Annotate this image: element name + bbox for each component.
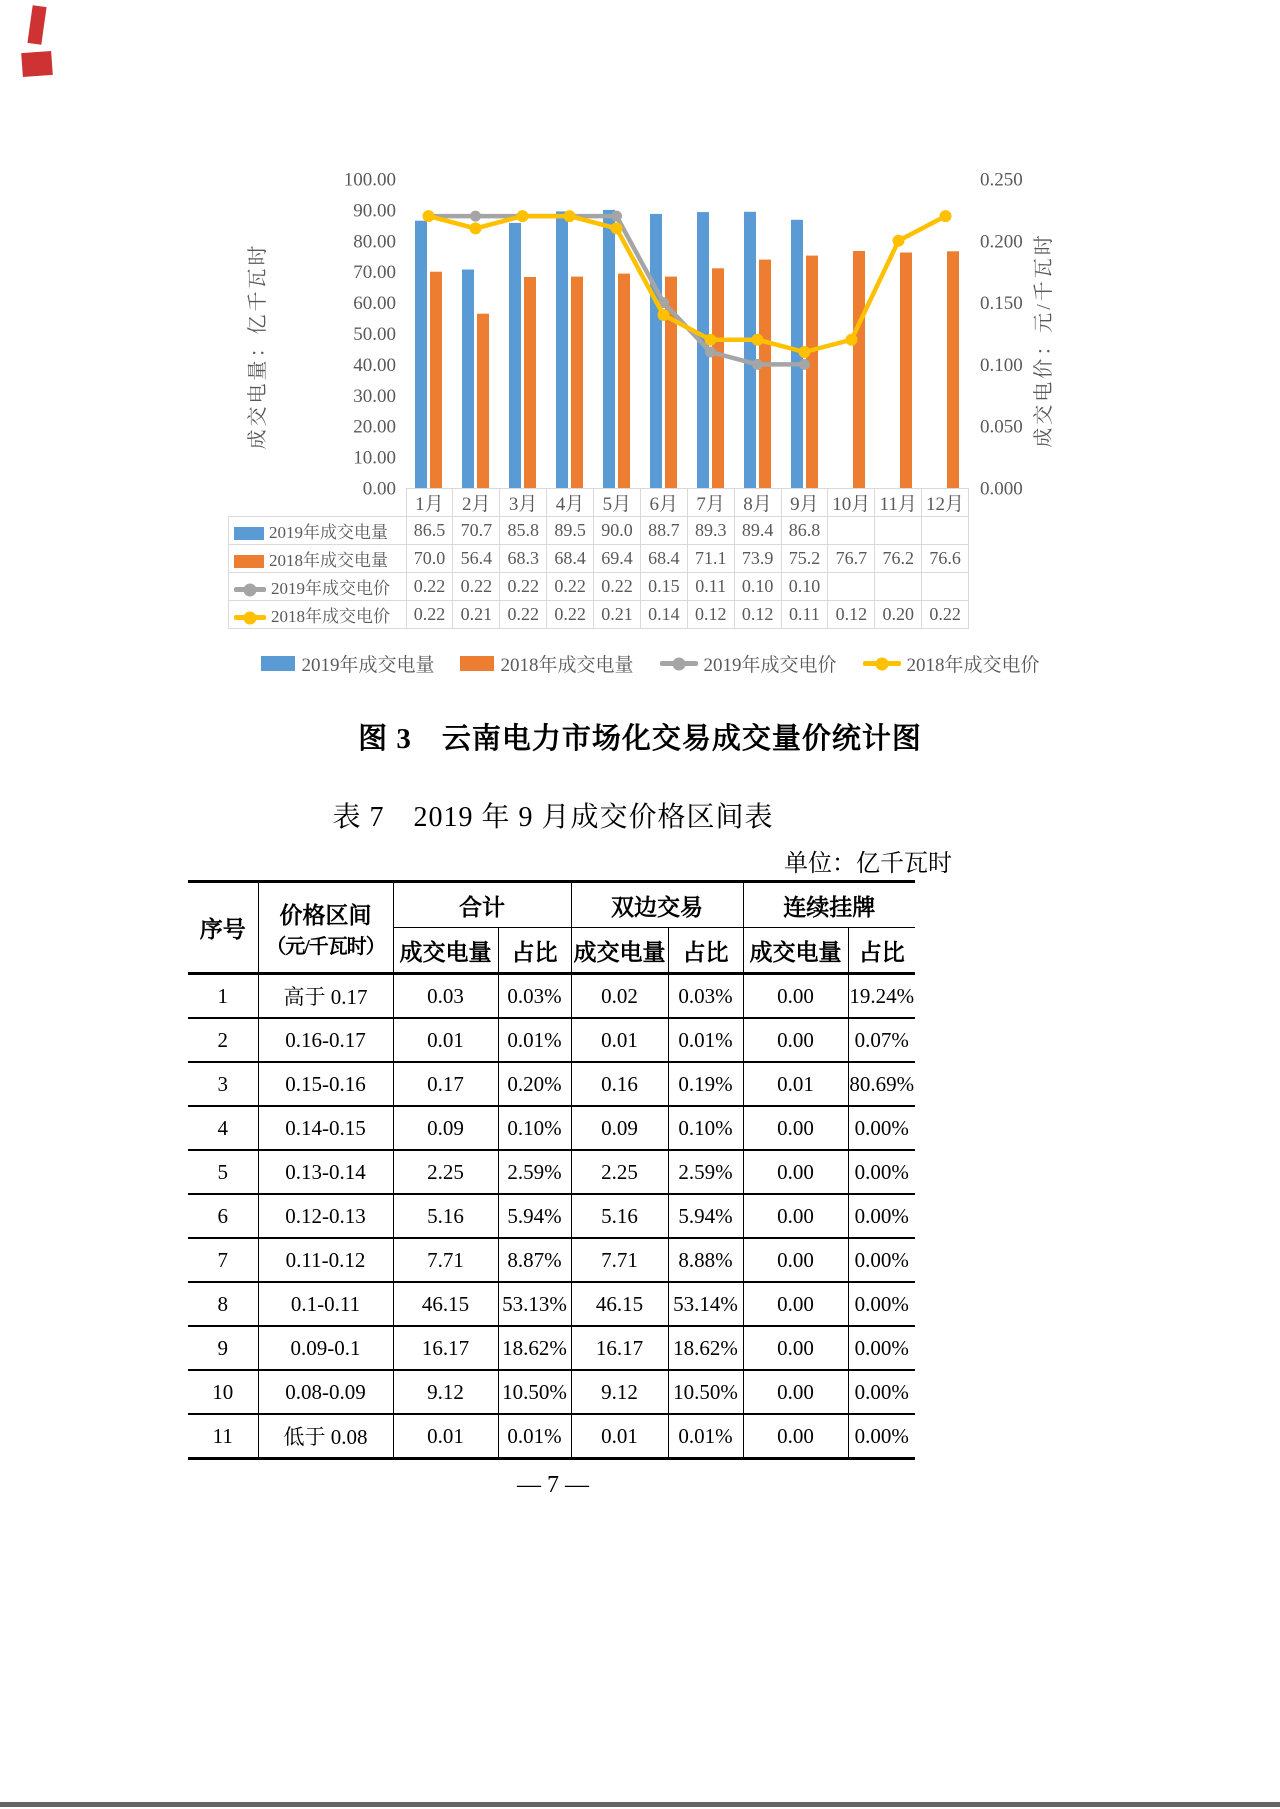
marker-2018年成交电价	[705, 334, 717, 346]
series-value-cell: 0.11	[781, 601, 828, 629]
series-row	[229, 573, 969, 601]
series-value-cell: 73.9	[734, 545, 781, 573]
cell-seq: 11	[188, 1414, 258, 1459]
unit-note: 单位：亿千瓦时	[784, 851, 952, 877]
series-value-cell: 69.4	[594, 545, 641, 573]
legend-swatch-bar	[460, 656, 494, 671]
bar-2018年成交电量	[571, 277, 583, 488]
cell-price-range: 0.15-0.16	[258, 1062, 393, 1106]
cell-bilateral-share: 0.01%	[668, 1414, 743, 1459]
price-table-row	[188, 1106, 915, 1150]
cell-listing-share: 0.00%	[848, 1106, 915, 1150]
cell-seq: 8	[188, 1282, 258, 1326]
marker-2018年成交电价	[846, 334, 858, 346]
marker-2018年成交电价	[517, 210, 529, 222]
cell-price-range: 0.1-0.11	[258, 1282, 393, 1326]
right-axis-tick: 0.150	[980, 293, 1023, 315]
cell-listing-volume: 0.00	[743, 1106, 848, 1150]
marker-2018年成交电价	[799, 346, 811, 358]
legend-swatch-line	[234, 587, 266, 592]
series-value-cell: 88.7	[640, 517, 687, 545]
series-value-cell: 86.5	[406, 517, 453, 545]
cell-total-volume: 7.71	[393, 1238, 498, 1282]
marker-2019年成交电价	[799, 359, 810, 370]
price-table-row	[188, 1326, 915, 1370]
series-value-cell: 0.22	[547, 601, 594, 629]
red-stamp-artifact	[21, 51, 53, 77]
cell-price-range: 0.14-0.15	[258, 1106, 393, 1150]
series-value-cell: 0.22	[500, 601, 547, 629]
cell-listing-share: 0.00%	[848, 1282, 915, 1326]
cell-price-range: 高于 0.17	[258, 974, 393, 1019]
series-value-cell: 0.11	[687, 573, 734, 601]
cell-bilateral-volume: 0.01	[571, 1414, 668, 1459]
series-value-cell: 0.12	[828, 601, 875, 629]
month-label: 11月	[875, 489, 922, 517]
series-value-cell: 0.22	[500, 573, 547, 601]
bar-2018年成交电量	[430, 272, 442, 488]
series-value-cell: 0.22	[406, 573, 453, 601]
series-value-cell: 90.0	[594, 517, 641, 545]
series-value-cell: 0.21	[453, 601, 500, 629]
corner-cell	[229, 489, 407, 517]
cell-listing-volume: 0.00	[743, 1326, 848, 1370]
chart-data-table	[228, 488, 969, 629]
cell-listing-share: 0.00%	[848, 1326, 915, 1370]
bar-2019年成交电量	[744, 212, 756, 488]
series-name: 2018年成交电量	[269, 551, 388, 570]
bar-2018年成交电量	[477, 314, 489, 488]
month-label: 5月	[594, 489, 641, 517]
cell-total-share: 2.59%	[498, 1150, 571, 1194]
bar-2019年成交电量	[462, 270, 474, 489]
price-table-row	[188, 1062, 915, 1106]
cell-listing-volume: 0.00	[743, 1414, 848, 1459]
cell-listing-share: 0.00%	[848, 1370, 915, 1414]
marker-2018年成交电价	[752, 334, 764, 346]
marker-2018年成交电价	[658, 309, 670, 321]
cell-bilateral-volume: 0.01	[571, 1018, 668, 1062]
month-label: 6月	[640, 489, 687, 517]
header-group-listing: 连续挂牌	[743, 882, 915, 928]
legend-swatch-bar	[261, 656, 295, 671]
header-price-range	[258, 882, 393, 974]
header-group-bilateral: 双边交易	[571, 882, 743, 928]
cell-listing-share: 0.00%	[848, 1414, 915, 1459]
series-value-cell: 0.10	[734, 573, 781, 601]
series-value-cell: 0.22	[922, 601, 969, 629]
cell-listing-volume: 0.00	[743, 1370, 848, 1414]
bar-2018年成交电量	[806, 256, 818, 488]
cell-listing-volume: 0.00	[743, 1150, 848, 1194]
series-value-cell: 0.22	[547, 573, 594, 601]
month-label: 3月	[500, 489, 547, 517]
cell-seq: 6	[188, 1194, 258, 1238]
series-value-cell: 89.4	[734, 517, 781, 545]
series-value-cell: 68.4	[547, 545, 594, 573]
cell-price-range: 0.08-0.09	[258, 1370, 393, 1414]
legend-swatch-bar	[234, 527, 264, 540]
bar-2019年成交电量	[509, 223, 521, 488]
header-price-range-line2: （元/千瓦时）	[266, 935, 385, 958]
series-row	[229, 601, 969, 629]
cell-total-volume: 5.16	[393, 1194, 498, 1238]
left-axis-tick: 80.00	[353, 231, 396, 253]
cell-bilateral-volume: 5.16	[571, 1194, 668, 1238]
marker-2019年成交电价	[611, 211, 622, 222]
legend-swatch-bar	[234, 555, 264, 568]
series-key	[229, 601, 407, 629]
month-label: 4月	[547, 489, 594, 517]
series-key	[229, 573, 407, 601]
series-value-cell: 89.3	[687, 517, 734, 545]
price-table-row	[188, 1150, 915, 1194]
cell-listing-share: 0.00%	[848, 1194, 915, 1238]
left-axis-tick: 40.00	[353, 354, 396, 376]
marker-2018年成交电价	[940, 210, 952, 222]
cell-price-range: 0.16-0.17	[258, 1018, 393, 1062]
left-axis-tick: 20.00	[353, 416, 396, 438]
cell-total-volume: 46.15	[393, 1282, 498, 1326]
legend-item	[660, 650, 837, 677]
bar-2019年成交电量	[556, 211, 568, 488]
cell-bilateral-share: 8.88%	[668, 1238, 743, 1282]
cell-total-share: 5.94%	[498, 1194, 571, 1238]
legend-item	[261, 650, 434, 677]
series-value-cell: 0.12	[734, 601, 781, 629]
month-label: 10月	[828, 489, 875, 517]
cell-bilateral-share: 53.14%	[668, 1282, 743, 1326]
cell-seq: 1	[188, 974, 258, 1019]
series-value-cell: 71.1	[687, 545, 734, 573]
left-axis-tick: 70.00	[353, 262, 396, 284]
cell-total-share: 0.01%	[498, 1414, 571, 1459]
series-value-cell: 85.8	[500, 517, 547, 545]
series-row	[229, 545, 969, 573]
header-seq: 序号	[188, 882, 258, 974]
right-axis-tick: 0.250	[980, 169, 1023, 191]
bar-2018年成交电量	[524, 277, 536, 488]
series-key	[229, 517, 407, 545]
month-label: 12月	[922, 489, 969, 517]
cell-total-share: 10.50%	[498, 1370, 571, 1414]
series-value-cell	[875, 517, 922, 545]
series-value-cell: 68.4	[640, 545, 687, 573]
price-range-table	[188, 880, 915, 1460]
marker-2018年成交电价	[470, 222, 482, 234]
cell-seq: 3	[188, 1062, 258, 1106]
month-label: 9月	[781, 489, 828, 517]
cell-seq: 10	[188, 1370, 258, 1414]
price-table-row	[188, 1282, 915, 1326]
bar-2019年成交电量	[603, 210, 615, 488]
cell-bilateral-volume: 7.71	[571, 1238, 668, 1282]
price-table-row	[188, 1018, 915, 1062]
series-value-cell: 0.22	[594, 573, 641, 601]
header-total-volume: 成交电量	[393, 928, 498, 974]
cell-price-range: 0.12-0.13	[258, 1194, 393, 1238]
cell-total-share: 53.13%	[498, 1282, 571, 1326]
left-axis-tick: 60.00	[353, 293, 396, 315]
series-value-cell: 76.2	[875, 545, 922, 573]
cell-total-volume: 0.09	[393, 1106, 498, 1150]
figure-caption: 图 3 云南电力市场化交易成交量价统计图	[358, 723, 922, 755]
bar-2018年成交电量	[759, 260, 771, 488]
volume-price-combo-chart	[228, 148, 1073, 500]
left-axis-tick: 0.00	[362, 478, 396, 500]
bar-2018年成交电量	[900, 253, 912, 489]
cell-total-volume: 0.03	[393, 974, 498, 1019]
price-table-row	[188, 1194, 915, 1238]
cell-total-volume: 0.01	[393, 1018, 498, 1062]
cell-price-range: 0.09-0.1	[258, 1326, 393, 1370]
cell-total-volume: 0.17	[393, 1062, 498, 1106]
marker-2019年成交电价	[470, 211, 481, 222]
price-table-row	[188, 1238, 915, 1282]
cell-total-share: 0.03%	[498, 974, 571, 1019]
series-value-cell: 0.10	[781, 573, 828, 601]
cell-listing-share: 0.00%	[848, 1150, 915, 1194]
header-listing-volume: 成交电量	[743, 928, 848, 974]
legend-label: 2018年成交电价	[906, 655, 1040, 676]
cell-total-share: 18.62%	[498, 1326, 571, 1370]
right-axis-title: 成交电价：元/千瓦时	[1033, 232, 1055, 448]
series-value-cell: 0.21	[594, 601, 641, 629]
cell-bilateral-volume: 46.15	[571, 1282, 668, 1326]
cell-bilateral-share: 0.03%	[668, 974, 743, 1019]
left-axis-tick: 10.00	[353, 447, 396, 469]
bar-2018年成交电量	[853, 251, 865, 488]
cell-listing-volume: 0.01	[743, 1062, 848, 1106]
cell-bilateral-volume: 0.16	[571, 1062, 668, 1106]
cell-listing-share: 19.24%	[848, 974, 915, 1019]
cell-total-volume: 2.25	[393, 1150, 498, 1194]
cell-seq: 7	[188, 1238, 258, 1282]
series-value-cell: 56.4	[453, 545, 500, 573]
series-name: 2019年成交电量	[269, 523, 388, 542]
header-group-total: 合计	[393, 882, 571, 928]
legend-swatch-line	[234, 615, 266, 620]
cell-total-volume: 0.01	[393, 1414, 498, 1459]
cell-seq: 4	[188, 1106, 258, 1150]
month-header-row	[229, 489, 969, 517]
series-value-cell	[875, 573, 922, 601]
legend-item	[460, 650, 633, 677]
month-label: 2月	[453, 489, 500, 517]
series-value-cell	[922, 573, 969, 601]
cell-price-range: 0.13-0.14	[258, 1150, 393, 1194]
bar-2018年成交电量	[947, 251, 959, 488]
table-header-row-groups	[188, 882, 915, 928]
header-bilateral-volume: 成交电量	[571, 928, 668, 974]
series-value-cell: 0.12	[687, 601, 734, 629]
cell-bilateral-volume: 9.12	[571, 1370, 668, 1414]
legend-swatch-line	[660, 661, 698, 666]
cell-listing-share: 0.07%	[848, 1018, 915, 1062]
series-value-cell	[828, 517, 875, 545]
header-total-share: 占比	[498, 928, 571, 974]
header-price-range-line1: 价格区间	[279, 902, 372, 928]
cell-price-range: 低于 0.08	[258, 1414, 393, 1459]
cell-seq: 2	[188, 1018, 258, 1062]
cell-total-share: 0.10%	[498, 1106, 571, 1150]
legend-label: 2019年成交电量	[301, 655, 435, 676]
cell-bilateral-share: 18.62%	[668, 1326, 743, 1370]
red-stamp-artifact	[27, 5, 46, 45]
series-name: 2019年成交电价	[271, 579, 390, 598]
legend-label: 2018年成交电量	[500, 655, 634, 676]
series-value-cell: 0.15	[640, 573, 687, 601]
cell-total-share: 8.87%	[498, 1238, 571, 1282]
series-name: 2018年成交电价	[271, 607, 390, 626]
series-value-cell: 86.8	[781, 517, 828, 545]
left-axis-tick: 50.00	[353, 324, 396, 345]
series-value-cell: 76.7	[828, 545, 875, 573]
chart-legend	[228, 650, 1073, 677]
series-value-cell: 68.3	[500, 545, 547, 573]
cell-bilateral-share: 0.10%	[668, 1106, 743, 1150]
table-caption: 表 7 2019 年 9 月成交价格区间表	[332, 802, 774, 833]
cell-bilateral-share: 10.50%	[668, 1370, 743, 1414]
series-value-cell: 0.22	[406, 601, 453, 629]
series-value-cell	[922, 517, 969, 545]
legend-label: 2019年成交电价	[703, 655, 837, 676]
series-value-cell: 0.14	[640, 601, 687, 629]
right-axis-tick: 0.100	[980, 354, 1023, 376]
header-bilateral-share: 占比	[668, 928, 743, 974]
cell-bilateral-share: 0.19%	[668, 1062, 743, 1106]
series-value-cell: 70.7	[453, 517, 500, 545]
cell-bilateral-volume: 0.09	[571, 1106, 668, 1150]
series-value-cell: 75.2	[781, 545, 828, 573]
series-key	[229, 545, 407, 573]
marker-2019年成交电价	[705, 347, 716, 358]
series-value-cell: 0.22	[453, 573, 500, 601]
marker-2019年成交电价	[752, 359, 763, 370]
cell-listing-share: 80.69%	[848, 1062, 915, 1106]
bar-2019年成交电量	[415, 221, 427, 488]
cell-price-range: 0.11-0.12	[258, 1238, 393, 1282]
bar-2019年成交电量	[650, 214, 662, 488]
cell-seq: 5	[188, 1150, 258, 1194]
marker-2018年成交电价	[423, 210, 435, 222]
cell-bilateral-volume: 2.25	[571, 1150, 668, 1194]
legend-swatch-line	[863, 661, 901, 666]
left-axis-tick: 100.00	[343, 169, 396, 191]
series-value-cell: 70.0	[406, 545, 453, 573]
bar-2018年成交电量	[618, 274, 630, 488]
left-axis-title: 成交电量：亿千瓦时	[247, 242, 269, 450]
cell-total-share: 0.01%	[498, 1018, 571, 1062]
cell-bilateral-share: 5.94%	[668, 1194, 743, 1238]
cell-listing-volume: 0.00	[743, 1194, 848, 1238]
cell-listing-volume: 0.00	[743, 1238, 848, 1282]
month-label: 1月	[406, 489, 453, 517]
price-table-row	[188, 974, 915, 1019]
legend-item	[863, 650, 1040, 677]
right-axis-tick: 0.200	[980, 231, 1023, 253]
series-value-cell	[828, 573, 875, 601]
cell-bilateral-volume: 0.02	[571, 974, 668, 1019]
price-table-row	[188, 1414, 915, 1459]
scan-edge-line	[0, 1802, 1280, 1807]
cell-listing-volume: 0.00	[743, 1282, 848, 1326]
cell-total-share: 0.20%	[498, 1062, 571, 1106]
cell-listing-volume: 0.00	[743, 1018, 848, 1062]
marker-2018年成交电价	[564, 210, 576, 222]
line-2018年成交电价	[429, 216, 946, 352]
left-axis-tick: 90.00	[353, 200, 396, 222]
month-label: 8月	[734, 489, 781, 517]
series-value-cell: 0.20	[875, 601, 922, 629]
cell-total-volume: 16.17	[393, 1326, 498, 1370]
series-row	[229, 517, 969, 545]
bar-2018年成交电量	[712, 268, 724, 488]
cell-bilateral-share: 2.59%	[668, 1150, 743, 1194]
series-value-cell: 76.6	[922, 545, 969, 573]
left-axis-tick: 30.00	[353, 385, 396, 407]
cell-seq: 9	[188, 1326, 258, 1370]
right-axis-tick: 0.000	[980, 478, 1023, 500]
page-number: — 7 —	[517, 1472, 589, 1498]
marker-2018年成交电价	[611, 222, 623, 234]
cell-listing-share: 0.00%	[848, 1238, 915, 1282]
month-label: 7月	[687, 489, 734, 517]
cell-listing-volume: 0.00	[743, 974, 848, 1019]
price-table-row	[188, 1370, 915, 1414]
cell-bilateral-volume: 16.17	[571, 1326, 668, 1370]
marker-2018年成交电价	[893, 235, 905, 247]
cell-total-volume: 9.12	[393, 1370, 498, 1414]
right-axis-tick: 0.050	[980, 416, 1023, 438]
series-value-cell: 89.5	[547, 517, 594, 545]
header-listing-share: 占比	[848, 928, 915, 974]
cell-bilateral-share: 0.01%	[668, 1018, 743, 1062]
